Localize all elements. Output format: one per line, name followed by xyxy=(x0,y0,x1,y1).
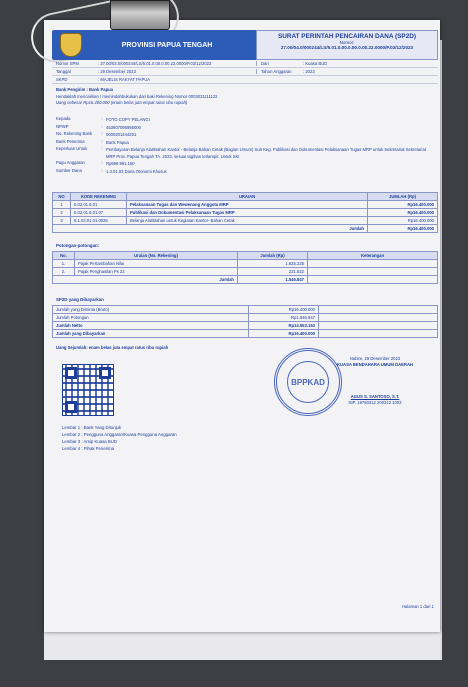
field-value: 1.3.01.03 Dana Otonomi Khusus xyxy=(106,168,167,174)
recipient-details xyxy=(52,116,438,175)
table-row xyxy=(53,201,438,209)
field-row: Sumber Dana : 1.3.01.03 Dana Otonomi Khusus xyxy=(52,168,438,176)
list-item: Lembar 2 : Pengguna Anggaran/Kuasa Pengguna Anggaran xyxy=(62,432,177,437)
summary-label: Jumlah yang Dibayarkan xyxy=(53,330,249,338)
nomor-spm-value: : 27.00/03.0/000244/LS/5.01.0.00.0.00.22.0000/P.03/12/2023 xyxy=(98,61,212,66)
page-number: Halaman 1 dari 1 xyxy=(402,604,434,609)
table-row xyxy=(53,306,438,314)
table-total-row xyxy=(53,225,438,233)
list-item: Lembar 3 : Arsip Kuasa BUD xyxy=(62,439,117,444)
sign-role: KUASA BENDAHARA UMUM DAERAH xyxy=(337,362,413,367)
table-cell: 2. xyxy=(53,268,75,276)
table-cell: 1.625.225 xyxy=(238,260,308,268)
skpd-label: SKPD xyxy=(56,77,68,82)
summary-value: Rp1.846.847 xyxy=(249,314,319,322)
table-cell: Rp16.400.000 xyxy=(368,209,438,217)
table-cell: Publikasi dan Dokumentasi Pelaksanaan Tugas MRP xyxy=(127,209,368,217)
field-label: Keperluan Untuk xyxy=(56,146,88,151)
info-row xyxy=(52,76,438,84)
table-cell: Pajak Pertambahan Nilai xyxy=(75,260,238,268)
amount-in-words: Uang Sejumlah: enam belas juta empat ratus ribu rupiah xyxy=(56,345,169,350)
dari-label: Dari xyxy=(261,61,269,66)
field-label: Bank Penerima xyxy=(56,138,85,144)
summary-value: Rp16.400.000 xyxy=(249,330,319,338)
table-cell: 5.1.02.01.01.0026 xyxy=(71,217,127,225)
document-header xyxy=(52,30,438,60)
expense-table xyxy=(52,192,438,233)
table-row xyxy=(53,330,438,338)
table-cell: 221.622 xyxy=(238,268,308,276)
stamp-text: BPPKAD xyxy=(291,377,325,387)
summary-title: SP2D yang Dibayarkan xyxy=(56,297,104,302)
summary-value: Rp16.400.000 xyxy=(249,306,319,314)
sign-nip: NIP. 19780312 200312 1003 xyxy=(348,400,402,405)
info-row xyxy=(52,68,438,76)
summary-label: Jumlah yang Diminta (Bruto) xyxy=(53,306,249,314)
province-emblem-icon xyxy=(60,33,82,57)
field-row: NPWP : 453607095956000 xyxy=(52,124,438,132)
table-cell: 1. xyxy=(53,260,75,268)
sp2d-title-box xyxy=(256,30,438,60)
field-row: Bank Penerima : Bank Papua xyxy=(52,139,438,147)
field-row: Pagu Anggaran : Rp699.961.150 xyxy=(52,160,438,168)
sign-name: AGUS S. SANTOSO, S.T. xyxy=(350,394,400,399)
table-row xyxy=(53,268,438,276)
col-header: No. xyxy=(53,252,75,260)
table-row xyxy=(53,322,438,330)
deductions-title: Potongan-potongan: xyxy=(56,243,100,248)
table-row xyxy=(53,260,438,268)
summary-table xyxy=(52,305,438,338)
list-item: Lembar 1 : Bank Yang Ditunjuk xyxy=(62,425,122,430)
total-value: Rp16.400.000 xyxy=(368,225,438,233)
table-total-row xyxy=(53,276,438,284)
tanggal-value: : 29 Desember 2023 xyxy=(98,69,136,74)
table-cell: 1 xyxy=(53,201,71,209)
deductions-table xyxy=(52,251,438,284)
table-cell: 3 xyxy=(53,217,71,225)
summary-label: Jumlah Potongan xyxy=(53,314,249,322)
field-label: NPWP xyxy=(56,123,69,129)
col-header: JUMLAH (Rp) xyxy=(368,193,438,201)
field-row: Kepada : FOTO COPY PELANGI xyxy=(52,116,438,124)
field-value: FOTO COPY PELANGI xyxy=(106,117,150,122)
list-item: Lembar 4 : Pihak Penerima xyxy=(62,446,115,451)
field-row: Keperluan Untuk : Pembayaran Belanja Alat/Bahan Kantor - Belanja Bahan Cetak (Bagian Umum) Sub Keg. Publikasi dan Dokumentasi Pelaksanaan Tugas MRP untuk Sekretariat Sekretariat MRP Prov. Papua Tengah TA. 2023, sesuai tagihan terlampir. Untuk SKI xyxy=(52,146,438,160)
total-label: Jumlah xyxy=(53,225,368,233)
table-row xyxy=(53,209,438,217)
table-cell: 5.02.01.5.01.07 xyxy=(71,209,127,217)
col-header: URAIAN xyxy=(127,193,368,201)
table-row xyxy=(53,314,438,322)
table-cell: Rp16.400.000 xyxy=(368,217,438,225)
skpd-value: : MAJELIS RAKYAT PAPUA xyxy=(98,77,151,82)
col-header: Uraian (No. Rekening) xyxy=(75,252,238,260)
transfer-instruction xyxy=(52,87,438,107)
field-label: Kepada xyxy=(56,116,71,121)
instruction-line-2: Uang sebesar Rp16.400.000 (enam belas juta empat ratus ribu rupiah) xyxy=(56,100,188,105)
qr-code-icon xyxy=(62,364,114,416)
field-value: Rp699.961.150 xyxy=(106,161,135,166)
table-cell: Belanja Alat/Bahan untuk Kegiatan Kantor- Bahan Cetak xyxy=(127,217,368,225)
table-cell: Pelaksanaan Tugas dan Wewenang Anggota MRP xyxy=(127,201,368,209)
tanggal-label: Tanggal xyxy=(56,69,71,74)
field-value: Bank Papua xyxy=(106,139,129,145)
field-value: 453607095956000 xyxy=(106,124,141,130)
info-row xyxy=(52,60,438,68)
summary-value: Rp14.553.153 xyxy=(249,322,319,330)
sender-bank: Bank Pengirim : Bank Papua xyxy=(56,87,114,92)
field-label: Pagu Anggaran xyxy=(56,160,85,165)
sp2d-title: SURAT PERINTAH PENCAIRAN DANA (SP2D) xyxy=(278,33,416,40)
sign-place-date: Nabire, 29 Desember 2023 xyxy=(349,356,401,361)
field-label: No. Rekening Bank xyxy=(56,131,93,136)
instruction-line-1: Hendaklah mencairkan / memindahbukukan dari baki Rekening Nomor 0003021111122 xyxy=(56,93,218,99)
copy-distribution-list xyxy=(62,424,177,452)
table-cell: 5.02.01.5.01 xyxy=(71,201,127,209)
table-cell: 2 xyxy=(53,209,71,217)
sp2d-number: 27.00/04.0/000244/LS/5.01.0.00.0.00.0.00.22.0000/P.03/12/2023 xyxy=(280,45,414,50)
tahun-anggaran-label: Tahun Anggaran xyxy=(261,69,292,74)
binder-clip xyxy=(110,0,170,30)
total-label: Jumlah xyxy=(53,276,238,284)
field-row: No. Rekening Bank : 0000201444201 xyxy=(52,131,438,139)
col-header: NO xyxy=(53,193,71,201)
table-cell xyxy=(308,268,438,276)
dari-value: : Kuasa BUD xyxy=(303,61,328,66)
col-header: Jumlah (Rp) xyxy=(238,252,308,260)
table-cell xyxy=(308,260,438,268)
tahun-anggaran-value: : 2023 xyxy=(303,69,315,74)
province-name: PROVINSI PAPUA TENGAH xyxy=(121,41,213,49)
total-value: 1.546.847 xyxy=(238,276,308,284)
table-row xyxy=(53,217,438,225)
field-label: Sumber Dana xyxy=(56,167,82,173)
province-banner xyxy=(52,30,256,60)
field-value: Pembayaran Belanja Alat/Bahan Kantor - Belanja Bahan Cetak (Bagian Umum) Sub Keg. Publikasi dan Dokumentasi Pelaksanaan Tugas MRP untuk Sekretariat Sekretariat MRP Prov. Papua Tengah TA. 2023, sesuai tagihan terlampir. Untuk SKI xyxy=(106,147,426,159)
field-value: 0000201444201 xyxy=(106,132,137,137)
nomor-spm-label: Nomor SPM xyxy=(56,61,79,66)
col-header: Keterangan xyxy=(308,252,438,260)
table-cell: Rp16.400.000 xyxy=(368,201,438,209)
summary-label: Jumlah Netto xyxy=(53,322,249,330)
official-stamp-icon xyxy=(274,348,342,416)
table-cell: Pajak Penghasilan Ps 22 xyxy=(75,268,238,276)
sp2d-number-label: Nomor: xyxy=(339,40,355,45)
col-header: KODE REKENING xyxy=(71,193,127,201)
spm-info xyxy=(52,60,438,84)
